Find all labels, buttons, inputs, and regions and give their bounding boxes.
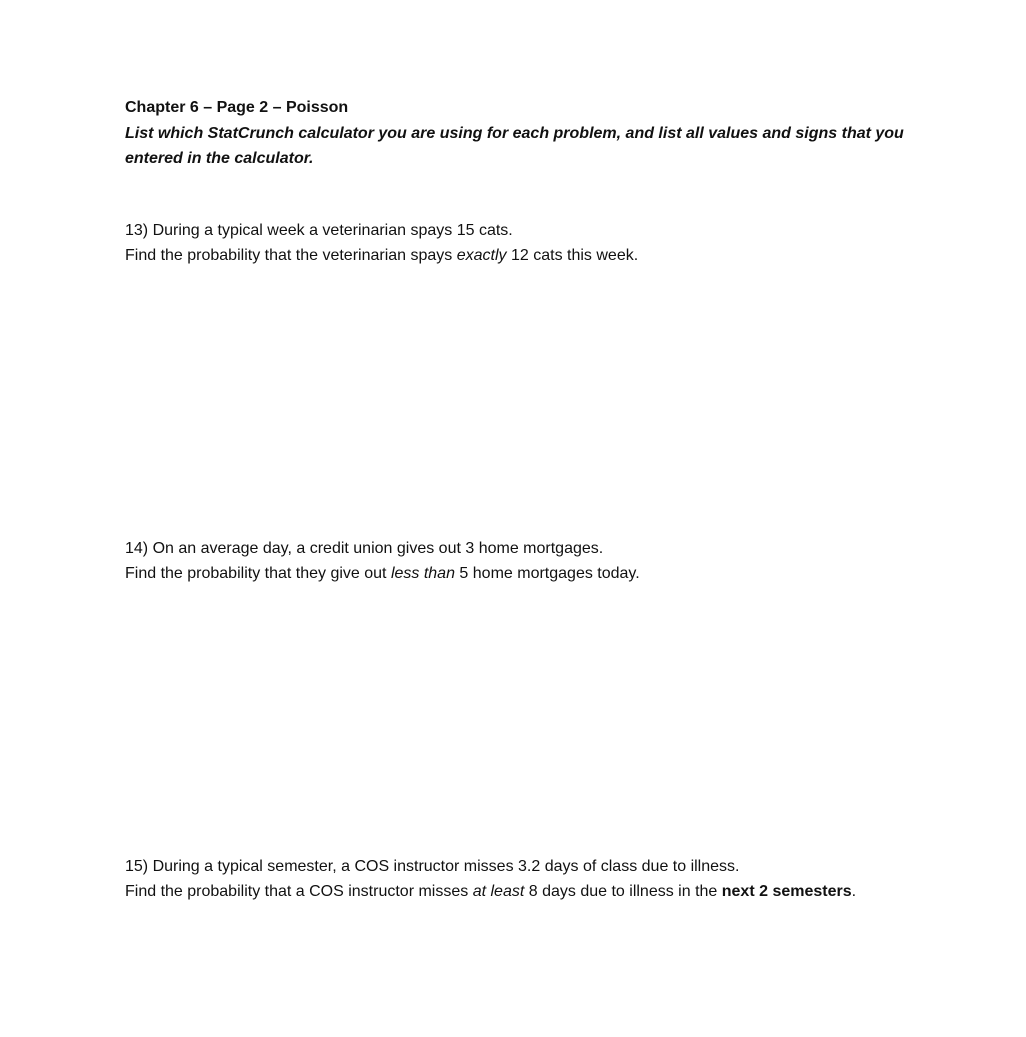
problem-15-question-text: Find the probability that a COS instructor misses (125, 882, 473, 900)
problem-14-question (125, 562, 905, 587)
problem-13-statement: 13) During a typical week a veterinarian spays 15 cats. (125, 222, 513, 239)
problem-13-question-text: Find the probability that the veterinarian spays (125, 246, 457, 264)
problem-15 (125, 855, 905, 904)
problem-15-question-middle: 8 days due to illness in the (524, 882, 722, 900)
problem-15-question (125, 880, 905, 905)
problem-15-bold-text: next 2 semesters (721, 882, 852, 900)
page-title: Chapter 6 – Page 2 – Poisson (125, 99, 349, 116)
problem-13 (125, 219, 905, 268)
problem-15-emphasis: at least (472, 882, 525, 900)
problem-14 (125, 537, 905, 586)
problem-14-question-text: Find the probability that they give out (125, 564, 391, 582)
problem-14-statement: 14) On an average day, a credit union gives out 3 home mortgages. (125, 540, 604, 557)
problem-13-question-end: 12 cats this week. (506, 246, 639, 264)
problem-14-question-end: 5 home mortgages today. (454, 564, 640, 582)
problem-14-emphasis: less than (390, 564, 455, 582)
problem-15-statement: 15) During a typical semester, a COS instructor misses 3.2 days of class due to illness. (125, 858, 740, 875)
problem-13-question (125, 244, 905, 269)
problem-13-emphasis: exactly (456, 246, 507, 264)
problem-15-question-end: . (851, 882, 857, 900)
instructions-text: List which StatCrunch calculator you are using for each problem, and list all values and signs that you entered in the calculator. (125, 125, 904, 167)
